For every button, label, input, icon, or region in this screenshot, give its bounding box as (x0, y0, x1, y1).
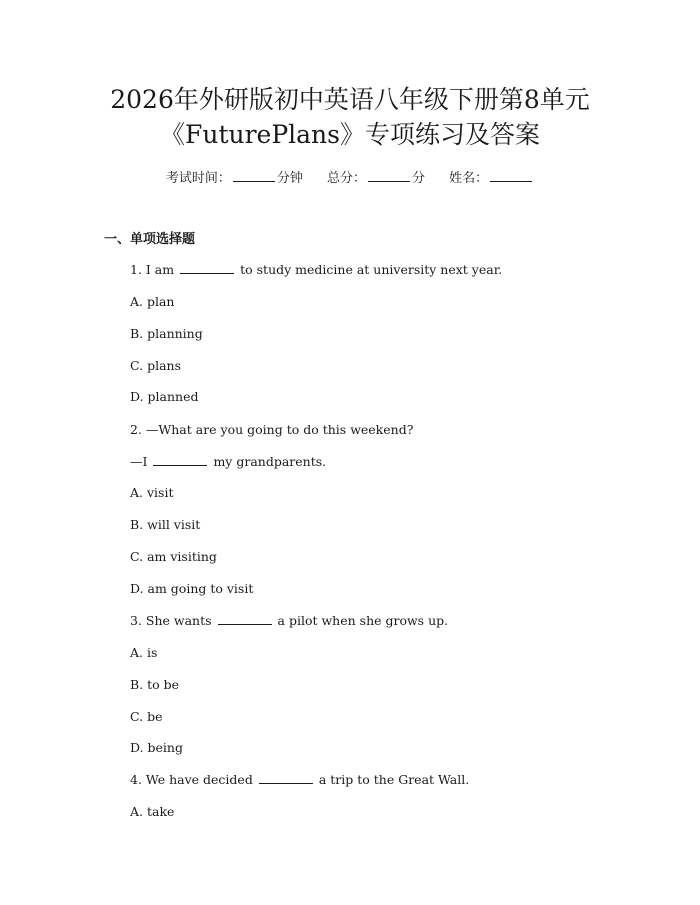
question-4-stem-after: a trip to the Great Wall. (318, 772, 470, 787)
question-3-option-c: C. be (130, 709, 163, 724)
total-score-field (327, 168, 425, 188)
question-3-stem-before: 3. She wants (130, 613, 212, 628)
question-2-blank[interactable] (153, 453, 207, 466)
question-1-option-d: D. planned (130, 389, 199, 404)
document-title-line-1: 2026年外研版初中英语八年级下册第8单元 (110, 85, 590, 114)
question-1-option-b: B. planning (130, 326, 203, 341)
exam-time-blank[interactable] (233, 168, 275, 182)
question-2-option-b: B. will visit (130, 517, 201, 532)
exam-time-field (166, 168, 303, 188)
question-3-blank[interactable] (218, 612, 272, 625)
question-3-option-b: B. to be (130, 677, 180, 692)
student-name-blank[interactable] (490, 168, 532, 182)
question-4-stem-before: 4. We have decided (130, 772, 253, 787)
exam-info-row (0, 168, 700, 188)
question-2-option-a: A. visit (130, 485, 174, 500)
question-1-option-c: C. plans (130, 358, 181, 373)
document-title-line-2: 《FuturePlans》专项练习及答案 (160, 120, 540, 149)
question-1-stem-after: to study medicine at university next year. (240, 262, 503, 277)
question-3-stem-after: a pilot when she grows up. (277, 613, 449, 628)
exam-time-unit: 分钟 (276, 171, 303, 186)
student-name-field (449, 168, 534, 188)
question-4-blank[interactable] (259, 771, 313, 784)
question-2-stem-line-2 (130, 453, 326, 471)
question-4-option-a: A. take (130, 804, 175, 819)
question-2-stem-after: my grandparents. (213, 454, 327, 469)
exam-time-label: 考试时间： (165, 171, 231, 186)
question-1-option-a: A. plan (130, 294, 175, 309)
question-1-stem (130, 261, 502, 279)
question-4-stem (130, 771, 469, 789)
total-score-blank[interactable] (368, 168, 410, 182)
question-3-stem (130, 612, 448, 630)
question-1-stem-before: 1. I am (130, 262, 175, 277)
total-score-label: 总分： (326, 171, 366, 186)
question-2-stem-line-1: 2. —What are you going to do this weekend? (130, 422, 414, 437)
total-score-unit: 分 (412, 171, 426, 186)
student-name-label: 姓名： (449, 171, 489, 186)
question-2-stem-before: —I (130, 454, 148, 469)
question-3-option-a: A. is (130, 645, 158, 660)
question-3-option-d: D. being (130, 740, 183, 755)
question-2-option-c: C. am visiting (130, 549, 217, 564)
section-heading: 一、单项选择题 (104, 232, 196, 247)
question-1-blank[interactable] (180, 261, 234, 274)
question-2-option-d: D. am going to visit (130, 581, 254, 596)
